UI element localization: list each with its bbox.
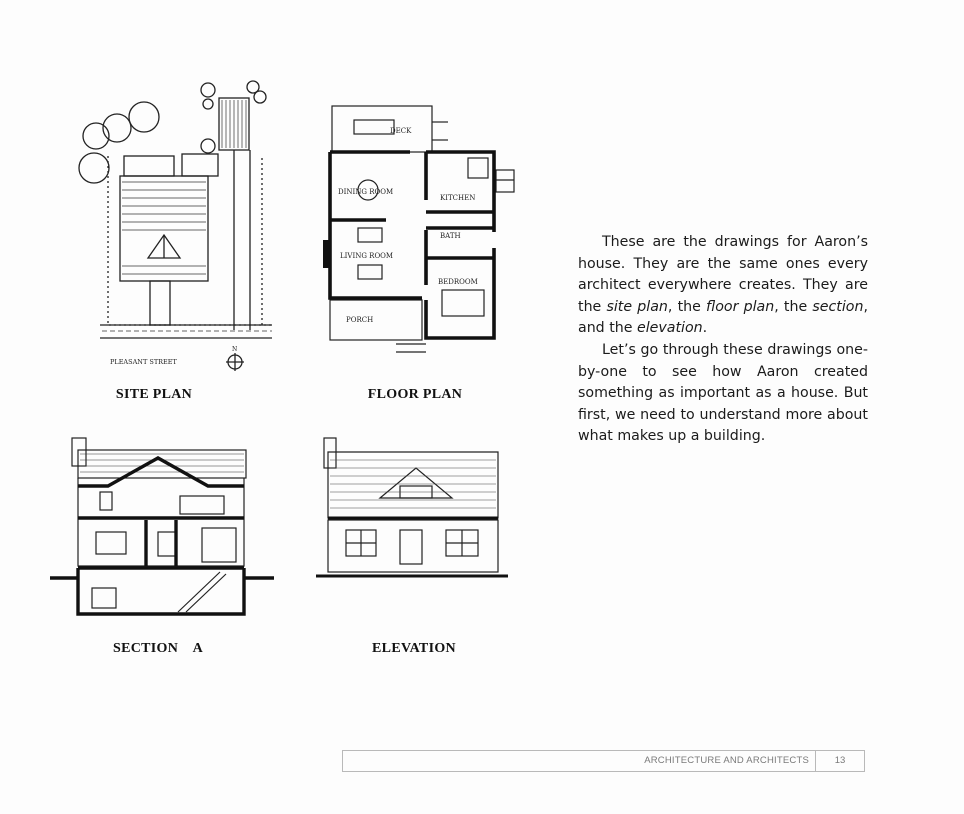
term-section: section bbox=[812, 298, 864, 315]
site-plan-caption: SITE PLAN bbox=[115, 387, 193, 402]
room-label-deck: DECK bbox=[390, 127, 412, 135]
room-label-dining: DINING ROOM bbox=[338, 188, 394, 196]
page-footer bbox=[342, 750, 865, 772]
body-text bbox=[578, 232, 868, 448]
site-plan-drawing bbox=[72, 70, 282, 375]
page-number: 13 bbox=[815, 751, 864, 771]
floor-plan-caption: FLOOR PLAN bbox=[367, 387, 463, 402]
section-caption: SECTION A bbox=[113, 641, 203, 656]
floor-plan-drawing bbox=[318, 100, 518, 362]
elevation-drawing bbox=[312, 434, 512, 584]
elevation-caption: ELEVATION bbox=[372, 641, 456, 656]
term-floor-plan: floor plan bbox=[706, 298, 775, 315]
room-label-porch: PORCH bbox=[346, 316, 374, 324]
room-label-bath: BATH bbox=[440, 232, 461, 240]
term-site-plan: site plan bbox=[606, 298, 668, 315]
street-label: PLEASANT STREET bbox=[110, 358, 177, 366]
paragraph-2: Let’s go through these drawings one-by-one to see how Aaron created something as important as a house. But first, we need to understand more about what makes up a building. bbox=[578, 341, 868, 445]
paragraph-1: These are the drawings for Aaron’s house. They are the same ones every architect everywhere creates. They are the site plan, the floor plan, the section, and the elevation. bbox=[578, 234, 868, 337]
north-label: N bbox=[232, 346, 238, 353]
term-elevation: elevation bbox=[637, 320, 703, 337]
section-drawing bbox=[48, 436, 278, 618]
room-label-bedroom: BEDROOM bbox=[438, 278, 478, 286]
room-label-kitchen: KITCHEN bbox=[440, 194, 476, 202]
room-label-living: LIVING ROOM bbox=[340, 252, 394, 260]
running-footer-title: ARCHITECTURE AND ARCHITECTS bbox=[644, 755, 809, 766]
